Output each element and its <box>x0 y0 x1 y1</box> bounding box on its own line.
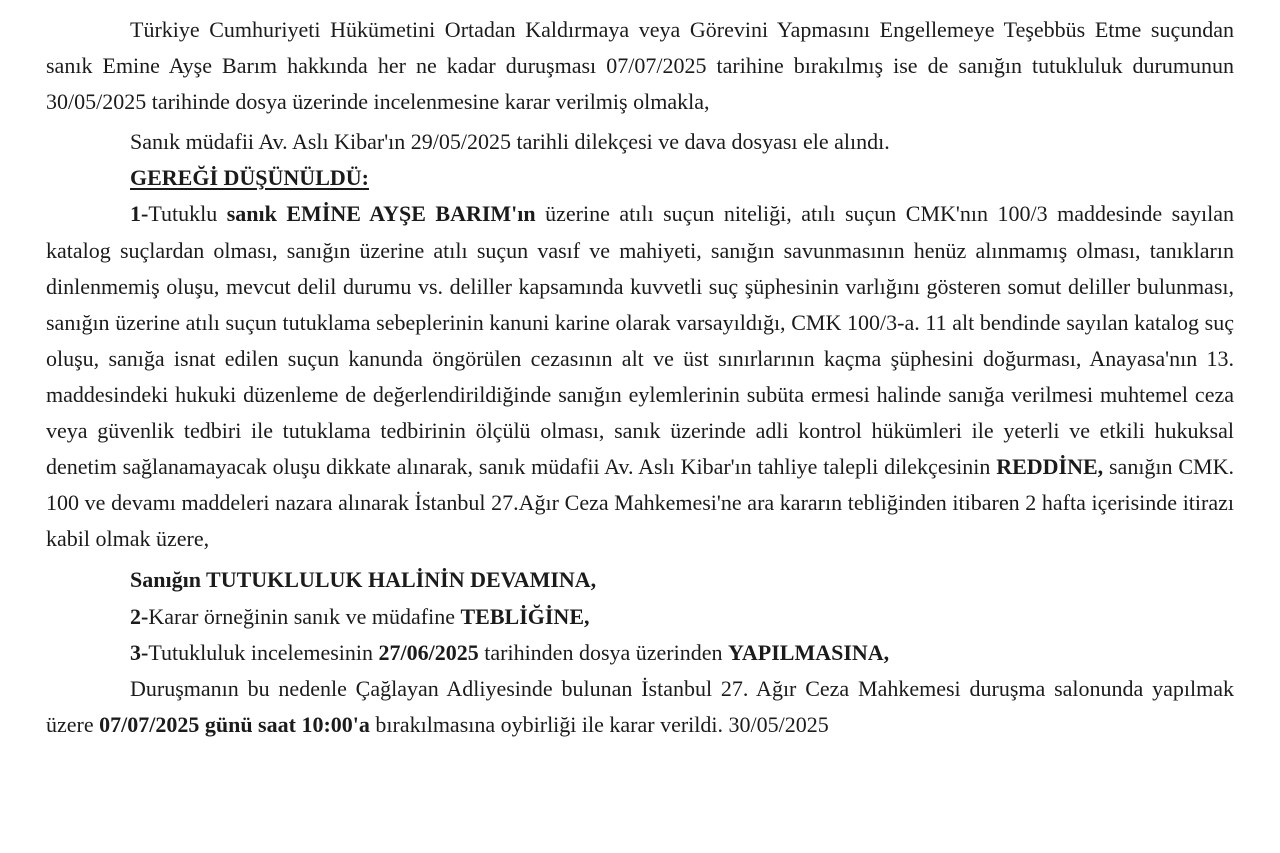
detention-decision-paragraph <box>46 562 1234 598</box>
item-1-paragraph <box>46 196 1234 557</box>
item-3-paragraph <box>46 635 1234 671</box>
detention-decision: Sanığın TUTUKLULUK HALİNİN DEVAMINA, <box>130 567 597 593</box>
petition-text: Sanık müdafii Av. Aslı Kibar'ın 29/05/2025 tarihli dilekçesi ve dava dosyası ele alındı. <box>130 129 890 155</box>
item-1-number: 1- <box>130 201 149 227</box>
decision-heading-line <box>46 160 1234 196</box>
item-3-execution: YAPILMASINA, <box>728 639 890 665</box>
item-2-notification: TEBLİĞİNE, <box>460 603 590 629</box>
hearing-datetime: 07/07/2025 günü saat 10:00'a <box>99 711 370 737</box>
item-2-paragraph <box>46 599 1234 635</box>
item-3-review-date: 27/06/2025 <box>378 639 479 665</box>
item-1-text-a: Tutuklu <box>148 201 227 227</box>
closing-paragraph <box>46 671 1234 743</box>
item-1-text-c: sanığın CMK. 100 ve devamı maddeleri nazara alınarak İstanbul 27.Ağır Ceza Mahkemesi'ne ara kararın tebliğinden itibaren 2 hafta içerisinde itirazı kabil olmak üzere, <box>46 454 1234 552</box>
closing-text-b: bırakılmasına oybirliği ile karar verildi. 30/05/2025 <box>369 711 829 737</box>
court-decision-document <box>46 12 1234 743</box>
item-1-rejection: REDDİNE, <box>996 454 1104 480</box>
item-2-text: Karar örneğinin sanık ve müdafine <box>148 603 461 629</box>
item-3-text-a: Tutukluluk incelemesinin <box>148 639 379 665</box>
item-2-number: 2- <box>130 603 149 629</box>
petition-paragraph <box>46 124 1234 160</box>
intro-paragraph <box>46 12 1234 120</box>
item-3-number: 3- <box>130 639 149 665</box>
item-1-defendant-name: sanık EMİNE AYŞE BARIM'ın <box>226 201 536 227</box>
decision-heading: GEREĞİ DÜŞÜNÜLDÜ: <box>130 165 369 191</box>
closing-text-a: Duruşmanın bu nedenle Çağlayan Adliyesinde bulunan İstanbul 27. Ağır Ceza Mahkemesi duruşma salonunda yapılmak üzere <box>46 675 1234 737</box>
intro-text: Türkiye Cumhuriyeti Hükümetini Ortadan Kaldırmaya veya Görevini Yapmasını Engellemeye Teşebbüs Etme suçundan sanık Emine Ayşe Barım hakkında her ne kadar duruşması 07/07/2025 tarihine bırakılmış ise de sanığın tutukluluk durumunun 30/05/2025 tarihinde dosya üzerinde incelenmesine karar verilmiş olmakla, <box>46 17 1234 115</box>
item-1-text-b: üzerine atılı suçun niteliği, atılı suçun CMK'nın 100/3 maddesinde sayılan katalog suçlardan olması, sanığın üzerine atılı suçun vasıf ve mahiyeti, sanığın savunmasının henüz alınmamış olması, tanıkların dinlenmemiş oluşu, mevcut delil durumu vs. deliller kapsamında kuvvetli suç şüphesinin varlığını gösteren somut deliller bulunması, sanığın üzerine atılı suçun tutuklama sebeplerinin kanuni karine olarak varsayıldığı, CMK 100/3-a. 11 alt bendinde sayılan katalog suç oluşu, sanığa isnat edilen suçun kanunda öngörülen cezasının alt ve üst sınırlarının kaçma şüphesini doğurması, Anayasa'nın 13. maddesindeki hukuki düzenleme de değerlendirildiğinde sanığın eylemlerinin subüta ermesi halinde sanığa verilmesi muhtemel ceza veya güvenlik tedbiri ile tutuklama tedbirinin ölçülü olması, sanık üzerinde adli kontrol hükümleri ile yeterli ve etkili hukuksal denetim sağlanamayacak oluşu dikkate alınarak, sanık müdafii Av. Aslı Kibar'ın tahliye talepli dilekçesinin <box>46 201 1234 480</box>
item-3-text-b: tarihinden dosya üzerinden <box>478 639 729 665</box>
